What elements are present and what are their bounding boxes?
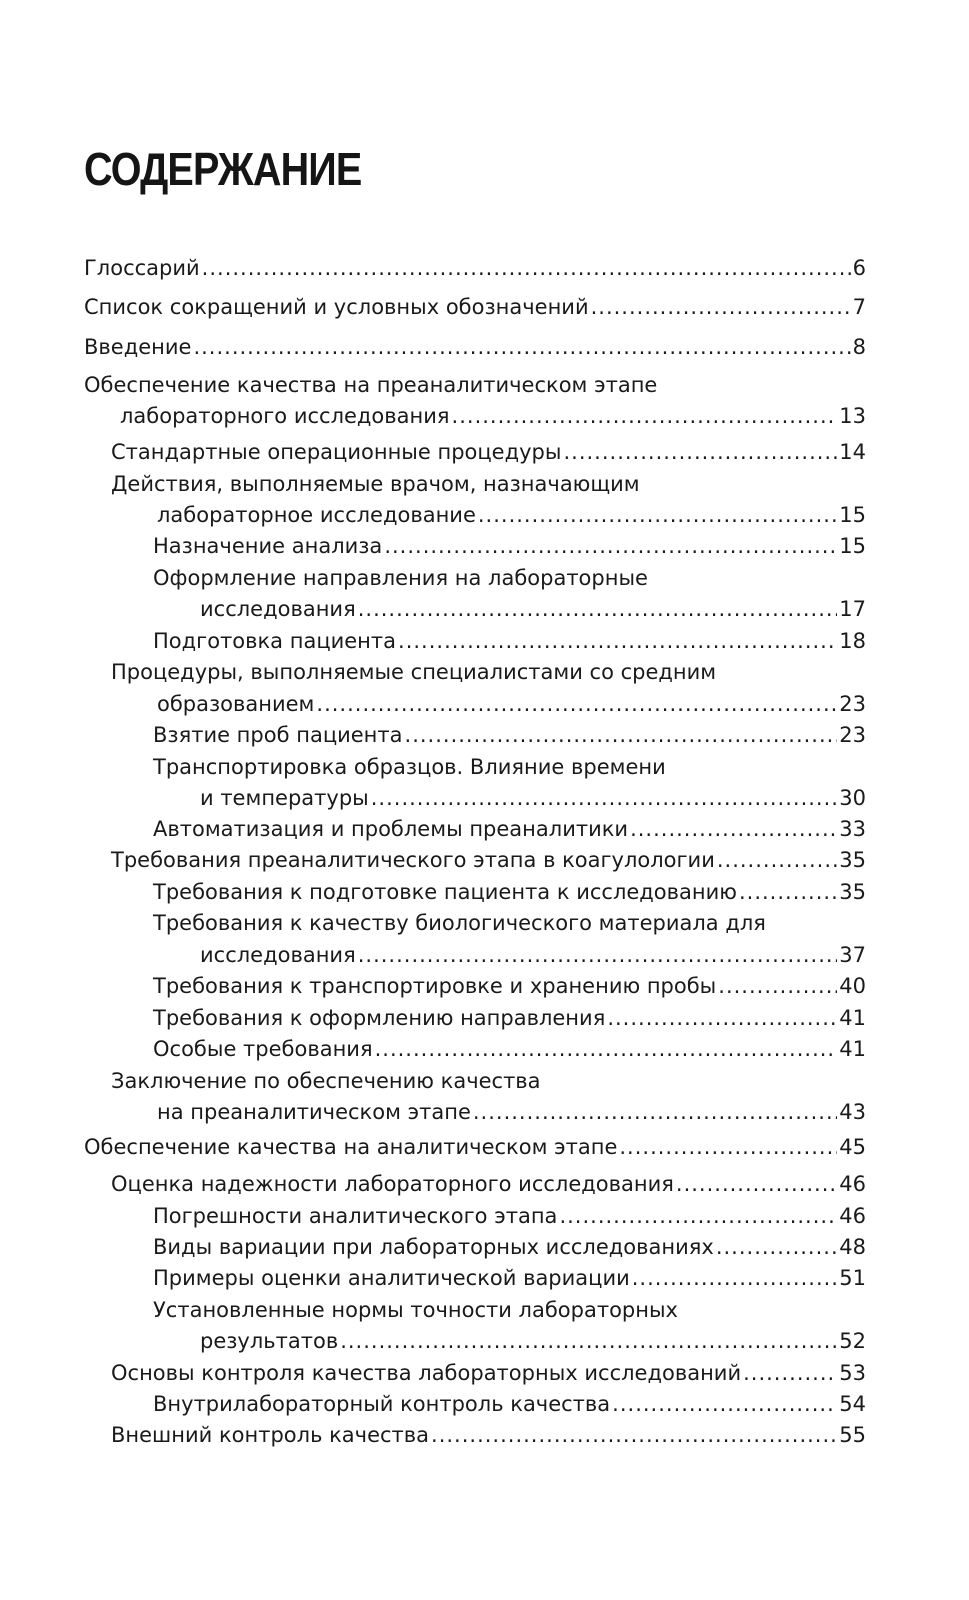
toc-entry-line1[interactable]: Обеспечение качества на преаналитическом этапе (84, 373, 658, 397)
dot-leader (431, 1421, 837, 1449)
toc-entry-page: 15 (839, 534, 866, 558)
toc-entry[interactable] (120, 402, 866, 430)
toc-entry[interactable] (111, 1359, 866, 1387)
toc-entry-title: и температуры (200, 786, 369, 810)
toc-entry-title: Глоссарий (84, 256, 200, 280)
toc-entry-page: 52 (839, 1329, 866, 1353)
toc-entry-title: Оценка надежности лабораторного исследования (111, 1172, 674, 1196)
toc-entry[interactable] (153, 878, 866, 906)
toc-entry[interactable] (157, 690, 866, 718)
toc-entry-title: лабораторное исследование (157, 503, 476, 527)
dot-leader (563, 438, 837, 466)
toc-entry-title: Список сокращений и условных обозначений (84, 295, 589, 319)
toc-entry-line1[interactable]: Требования к качеству биологического материала для (153, 911, 766, 935)
toc-entry-title: Внешний контроль качества (111, 1423, 430, 1447)
toc-entry-page: 23 (839, 692, 866, 716)
dot-leader (632, 1264, 838, 1292)
toc-entry[interactable] (153, 1202, 866, 1230)
toc-entry-page: 45 (839, 1135, 866, 1159)
toc-entry-page: 51 (839, 1266, 866, 1290)
toc-entry[interactable] (153, 1264, 866, 1292)
toc-entry-title: Требования к оформлению направления (153, 1006, 606, 1030)
toc-entry-title: Внутрилабораторный контроль качества (153, 1392, 611, 1416)
dot-leader (743, 1359, 837, 1387)
toc-entry-page: 48 (839, 1235, 866, 1259)
toc-entry-page: 55 (839, 1423, 866, 1447)
toc-entry-title: Основы контроля качества лабораторных исследований (111, 1361, 742, 1385)
toc-entry-title: Стандартные операционные процедуры (111, 440, 562, 464)
dot-leader (452, 402, 838, 430)
toc-entry[interactable] (111, 1170, 866, 1198)
toc-entry-page: 13 (839, 404, 866, 428)
toc-entry-line1[interactable]: Заключение по обеспечению качества (111, 1069, 541, 1093)
toc-entry[interactable] (153, 627, 866, 655)
toc-entry-title: Назначение анализа (153, 534, 383, 558)
toc-entry-line1[interactable]: Процедуры, выполняемые специалистами со средним (111, 660, 717, 684)
toc-entry-page: 46 (839, 1172, 866, 1196)
dot-leader (716, 1233, 837, 1261)
dot-leader (405, 721, 838, 749)
toc-entry-title: Погрешности аналитического этапа (153, 1204, 558, 1228)
toc-entry[interactable] (84, 254, 866, 282)
toc-entry[interactable] (111, 846, 866, 874)
toc-entry[interactable] (200, 1327, 866, 1355)
toc-entry-title: Введение (84, 335, 192, 359)
dot-leader (358, 595, 838, 623)
toc-entry-page: 6 (852, 256, 866, 280)
dot-leader (607, 1004, 837, 1032)
toc-entry-page: 35 (839, 848, 866, 872)
toc-entry-page: 18 (839, 629, 866, 653)
dot-leader (619, 1133, 837, 1161)
toc-entry-page: 37 (839, 943, 866, 967)
toc-entry-title: образованием (157, 692, 315, 716)
dot-leader (384, 532, 837, 560)
toc-entry-title: Взятие проб пациента (153, 723, 403, 747)
toc-entry-line1[interactable]: Оформление направления на лабораторные (153, 566, 648, 590)
page-title: СОДЕРЖАНИЕ (84, 143, 362, 195)
dot-leader (340, 1327, 837, 1355)
toc-entry[interactable] (84, 293, 866, 321)
toc-entry[interactable] (111, 1421, 866, 1449)
toc-entry[interactable] (200, 595, 866, 623)
toc-entry-title: результатов (200, 1329, 339, 1353)
toc-entry[interactable] (153, 972, 866, 1000)
toc-entry-title: исследования (200, 597, 356, 621)
toc-entry[interactable] (153, 1233, 866, 1261)
toc-entry-page: 23 (839, 723, 866, 747)
toc-entry-title: Требования к транспортировке и хранению пробы (153, 974, 717, 998)
toc-entry[interactable] (157, 1098, 866, 1126)
dot-leader (676, 1170, 837, 1198)
toc-entry-title: на преаналитическом этапе (157, 1100, 471, 1124)
toc-entry-title: Обеспечение качества на аналитическом этапе (84, 1135, 618, 1159)
toc-entry[interactable] (84, 1133, 866, 1161)
toc-entry-line1[interactable]: Транспортировка образцов. Влияние времени (153, 755, 666, 779)
toc-entry-title: Особые требования (153, 1037, 373, 1061)
toc-entry[interactable] (200, 941, 866, 969)
dot-leader (478, 501, 837, 529)
toc-entry-title: Требования преаналитического этапа в коагулологии (111, 848, 715, 872)
dot-leader (358, 941, 838, 969)
toc-entry[interactable] (153, 721, 866, 749)
toc-entry-title: Подготовка пациента (153, 629, 397, 653)
toc-entry-page: 14 (839, 440, 866, 464)
toc-entry-page: 43 (839, 1100, 866, 1124)
toc-entry-page: 40 (839, 974, 866, 998)
toc-entry-page: 35 (839, 880, 866, 904)
toc-entry-page: 33 (839, 817, 866, 841)
toc-entry[interactable] (200, 784, 866, 812)
toc-entry[interactable] (153, 1390, 866, 1418)
toc-entry[interactable] (111, 438, 866, 466)
dot-leader (375, 1035, 838, 1063)
toc-entry-title: исследования (200, 943, 356, 967)
toc-entry-page: 17 (839, 597, 866, 621)
dot-leader (718, 972, 837, 1000)
toc-entry-title: лабораторного исследования (120, 404, 450, 428)
toc-entry[interactable] (153, 532, 866, 560)
toc-entry[interactable] (153, 1035, 866, 1063)
toc-entry[interactable] (157, 501, 866, 529)
dot-leader (630, 815, 837, 843)
toc-entry-title: Виды вариации при лабораторных исследованиях (153, 1235, 714, 1259)
toc-entry-page: 54 (839, 1392, 866, 1416)
toc-entry-title: Примеры оценки аналитической вариации (153, 1266, 630, 1290)
toc-entry-page: 8 (852, 335, 866, 359)
dot-leader (612, 1390, 837, 1418)
toc-entry-page: 41 (839, 1037, 866, 1061)
toc-entry[interactable] (153, 1004, 866, 1032)
toc-entry-page: 15 (839, 503, 866, 527)
toc-entry[interactable] (153, 815, 866, 843)
dot-leader (739, 878, 837, 906)
toc-entry-title: Автоматизация и проблемы преаналитики (153, 817, 629, 841)
toc-entry-page: 30 (839, 786, 866, 810)
dot-leader (717, 846, 837, 874)
toc-entry[interactable] (84, 333, 866, 361)
dot-leader (398, 627, 837, 655)
dot-leader (591, 293, 851, 321)
toc-entry-line1[interactable]: Установленные нормы точности лабораторных (153, 1298, 678, 1322)
dot-leader (193, 333, 850, 361)
toc-entry-page: 41 (839, 1006, 866, 1030)
toc-entry-page: 46 (839, 1204, 866, 1228)
dot-leader (316, 690, 837, 718)
dot-leader (559, 1202, 837, 1230)
toc-entry-title: Требования к подготовке пациента к исследованию (153, 880, 737, 904)
dot-leader (473, 1098, 837, 1126)
toc-entry-page: 7 (852, 295, 866, 319)
dot-leader (371, 784, 838, 812)
toc-entry-line1[interactable]: Действия, выполняемые врачом, назначающим (111, 472, 640, 496)
toc-entry-page: 53 (839, 1361, 866, 1385)
dot-leader (202, 254, 851, 282)
